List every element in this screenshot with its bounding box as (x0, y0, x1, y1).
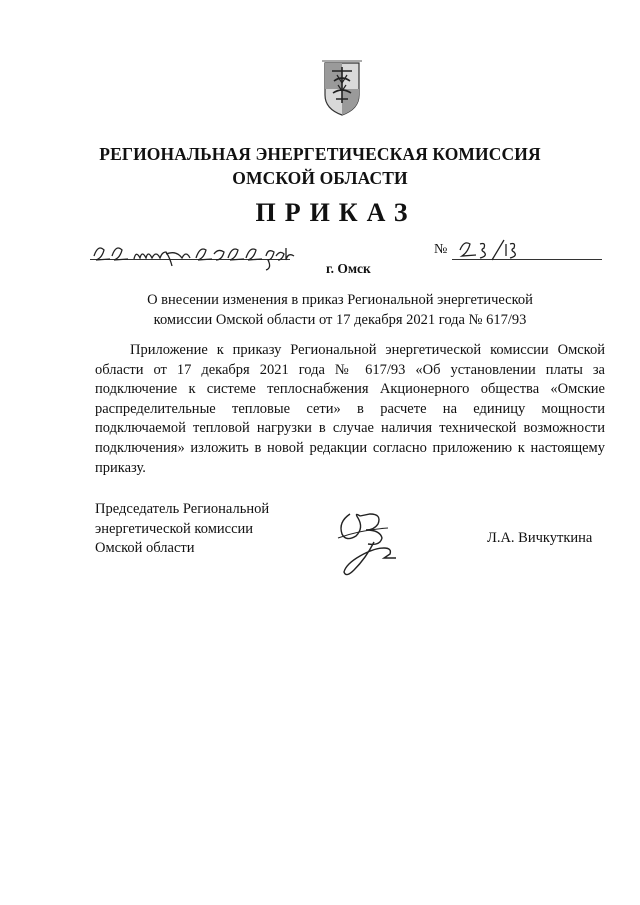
document-type-title: ПРИКАЗ (255, 198, 417, 227)
order-body-paragraph: Приложение к приказу Региональной энергетической комиссии Омской области от 17 декабря 2021 года № 617/93 «Об установлении платы за подключение к системе теплоснабжения Акционерного общества «Омские распределительные тепловые сети» в расчете на единицу мощности подключаемой тепловой нагрузки в случае наличия технической возможности подключения» изложить в новой редакции согласно приложению к настоящему приказу. (95, 342, 605, 476)
handwritten-date-text: 22 марта 2022 года (92, 238, 101, 239)
signatory-position (95, 500, 269, 559)
order-subject-line1: О внесении изменения в приказ Региональной энергетической (147, 292, 533, 308)
order-subject-line2: комиссии Омской области от 17 декабря 2021 года № 617/93 (153, 312, 527, 328)
commission-name (0, 142, 640, 190)
signatory-position-line3: Омской области (95, 540, 195, 556)
order-subject (120, 290, 560, 330)
handwritten-signature-icon (330, 508, 406, 582)
number-sign: № (434, 242, 448, 257)
handwritten-number (456, 236, 526, 264)
signatory-position-line2: энергетической комиссии (95, 520, 254, 537)
handwritten-date (92, 238, 297, 272)
commission-name-line2: ОМСКОЙ ОБЛАСТИ (232, 168, 408, 188)
commission-name-line1: РЕГИОНАЛЬНАЯ ЭНЕРГЕТИЧЕСКАЯ КОМИССИЯ (99, 144, 541, 164)
city: г. Омск (326, 261, 371, 276)
omsk-coat-of-arms-icon (319, 59, 365, 117)
signer-name: Л.А. Вичкуткина (487, 530, 593, 546)
signatory-position-line1: Председатель Региональной (95, 501, 270, 517)
handwritten-number-text: 23/13 (456, 236, 459, 237)
